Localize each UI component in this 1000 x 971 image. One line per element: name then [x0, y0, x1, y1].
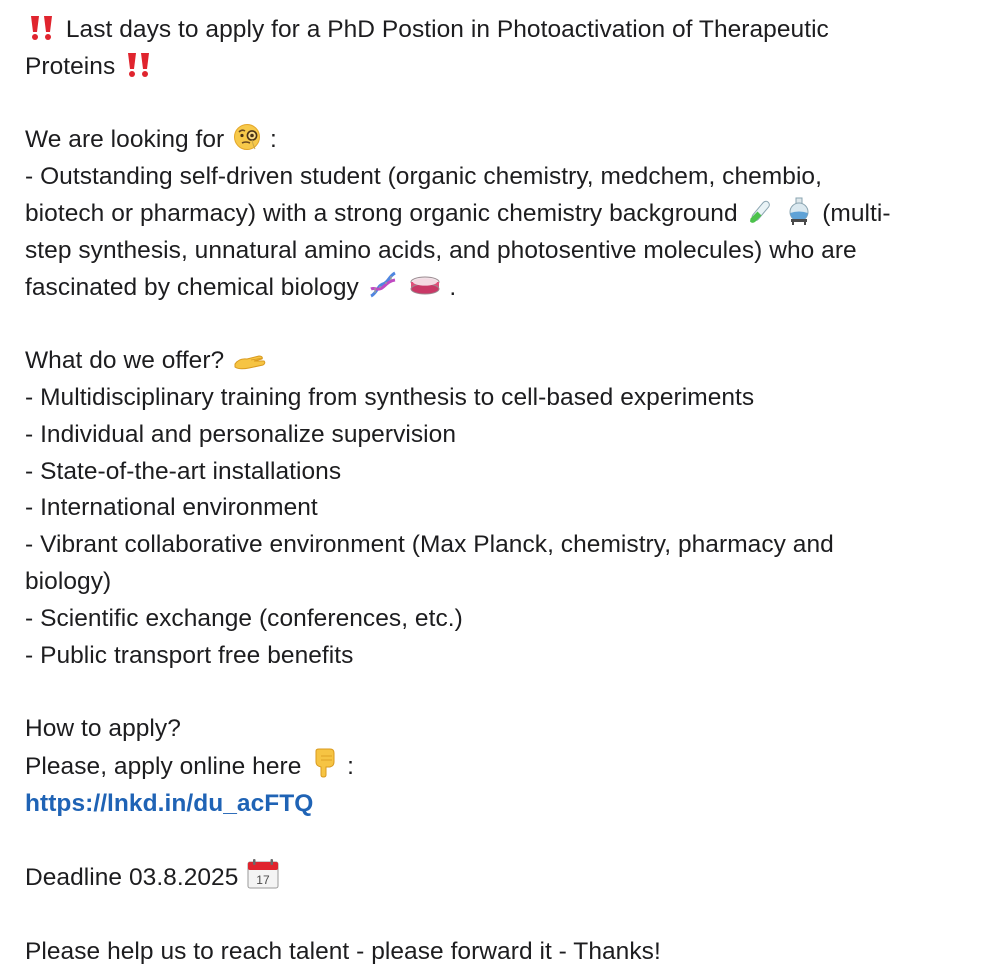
- face-with-monocle-icon: [233, 123, 261, 151]
- offer-item-1: - Multidisciplinary training from synthesis to cell-based experiments: [25, 383, 755, 411]
- offer-item-7: - Public transport free benefits: [25, 641, 354, 669]
- spacer: [25, 897, 985, 934]
- double-exclamation-icon: [124, 52, 154, 78]
- apply-line-text: Please, apply online here: [25, 752, 302, 780]
- title-text-2: Proteins: [25, 52, 116, 80]
- looking-for-heading: [25, 122, 985, 159]
- apply-line: [25, 748, 985, 786]
- spacer: [25, 86, 985, 123]
- requirement-line-2: [25, 196, 985, 233]
- deadline-text: Deadline 03.8.2025: [25, 864, 239, 892]
- looking-for-text: We are looking for: [25, 126, 225, 154]
- offer-item-5-continuation: biology): [25, 567, 112, 595]
- title-line-2: [25, 49, 985, 86]
- period-text: .: [449, 273, 457, 301]
- test-tube-icon: [746, 197, 774, 225]
- offer-item-5: - Vibrant collaborative environment (Max Planck, chemistry, pharmacy and: [25, 531, 834, 559]
- offer-item-6: - Scientific exchange (conferences, etc.): [25, 604, 463, 632]
- offer-item-3: - State-of-the-art installations: [25, 457, 342, 485]
- requirement-line-4: [25, 270, 985, 307]
- calendar-icon: [247, 859, 279, 889]
- deadline-line: [25, 859, 985, 897]
- spacer: [25, 674, 985, 711]
- requirement-text-2: biotech or pharmacy) with a strong organic chemistry background: [25, 199, 738, 227]
- offer-item-4: - International environment: [25, 494, 318, 522]
- post-body: [25, 12, 985, 971]
- requirement-text-2-tail: (multi-: [822, 199, 891, 227]
- colon-text: :: [347, 752, 354, 780]
- closing-line: Please help us to reach talent - please forward it - Thanks!: [25, 937, 661, 965]
- flask-icon: [785, 197, 813, 225]
- title-text-1: Last days to apply for a PhD Postion in Photoactivation of Therapeutic: [65, 16, 829, 43]
- spacer: [25, 306, 985, 343]
- apply-link[interactable]: https://lnkd.in/du_acFTQ: [25, 789, 314, 817]
- calendar-day-label: 17: [256, 873, 271, 888]
- offer-item-2: - Individual and personalize supervision: [25, 420, 457, 448]
- double-exclamation-icon: [27, 15, 57, 41]
- spacer: [25, 823, 985, 860]
- dna-icon: [368, 271, 398, 299]
- apply-heading: How to apply?: [25, 715, 181, 743]
- requirement-line-1: - Outstanding self-driven student (organic chemistry, medchem, chembio,: [25, 163, 822, 191]
- petri-dish-icon: [409, 271, 441, 299]
- offer-heading: [25, 343, 985, 380]
- title-line-1: [25, 12, 985, 49]
- colon-text: :: [270, 126, 277, 154]
- palm-up-hand-icon: [233, 348, 267, 372]
- backhand-index-pointing-down-icon: [310, 748, 338, 778]
- apply-link-line: [25, 786, 985, 823]
- requirement-text-4: fascinated by chemical biology: [25, 273, 359, 301]
- offer-heading-text: What do we offer?: [25, 347, 225, 375]
- requirement-line-3: step synthesis, unnatural amino acids, and photosentive molecules) who are: [25, 236, 857, 264]
